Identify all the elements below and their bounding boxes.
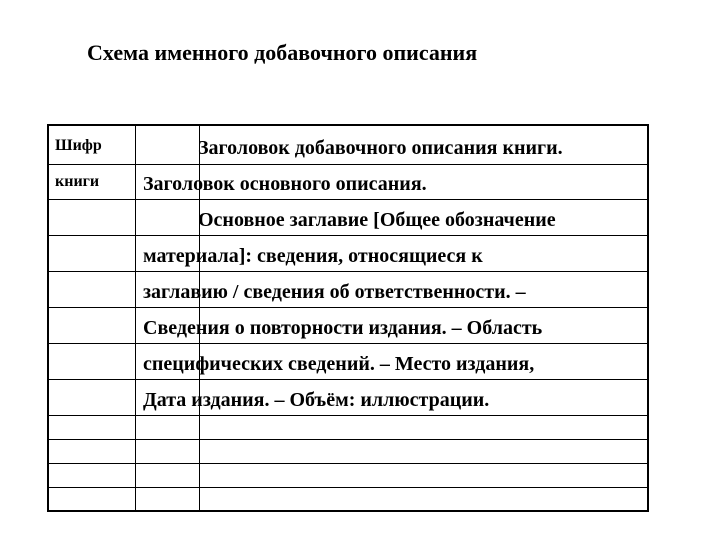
- page-title: Схема именного добавочного описания: [87, 40, 478, 65]
- card-rule: [49, 415, 647, 416]
- card-rule: [49, 164, 647, 165]
- description-line: специфических сведений. – Место издания,: [143, 353, 535, 375]
- main-entry-heading: Заголовок основного описания.: [143, 173, 427, 195]
- card-rule: [49, 307, 647, 308]
- card-rule: [49, 439, 647, 440]
- description-line: Сведения о повторности издания. – Область: [143, 317, 543, 339]
- catalog-card: [47, 124, 649, 512]
- card-rule: [49, 235, 647, 236]
- card-rule: [49, 379, 647, 380]
- call-label-shifr: Шифр: [55, 137, 102, 154]
- card-rule: [49, 271, 647, 272]
- card-margin-line-1: [135, 126, 136, 510]
- card-rule: [49, 199, 647, 200]
- added-entry-heading: Заголовок добавочного описания книги.: [198, 137, 563, 159]
- card-rule: [49, 343, 647, 344]
- call-label-knigi: книги: [55, 173, 100, 190]
- description-line: материала]: сведения, относящиеся к: [143, 245, 483, 267]
- description-line: заглавию / сведения об ответственности. –: [143, 281, 526, 303]
- description-line: Основное заглавие [Общее обозначение: [198, 209, 556, 231]
- description-line: Дата издания. – Объём: иллюстрации.: [143, 389, 490, 411]
- card-rule: [49, 487, 647, 488]
- card-rule: [49, 463, 647, 464]
